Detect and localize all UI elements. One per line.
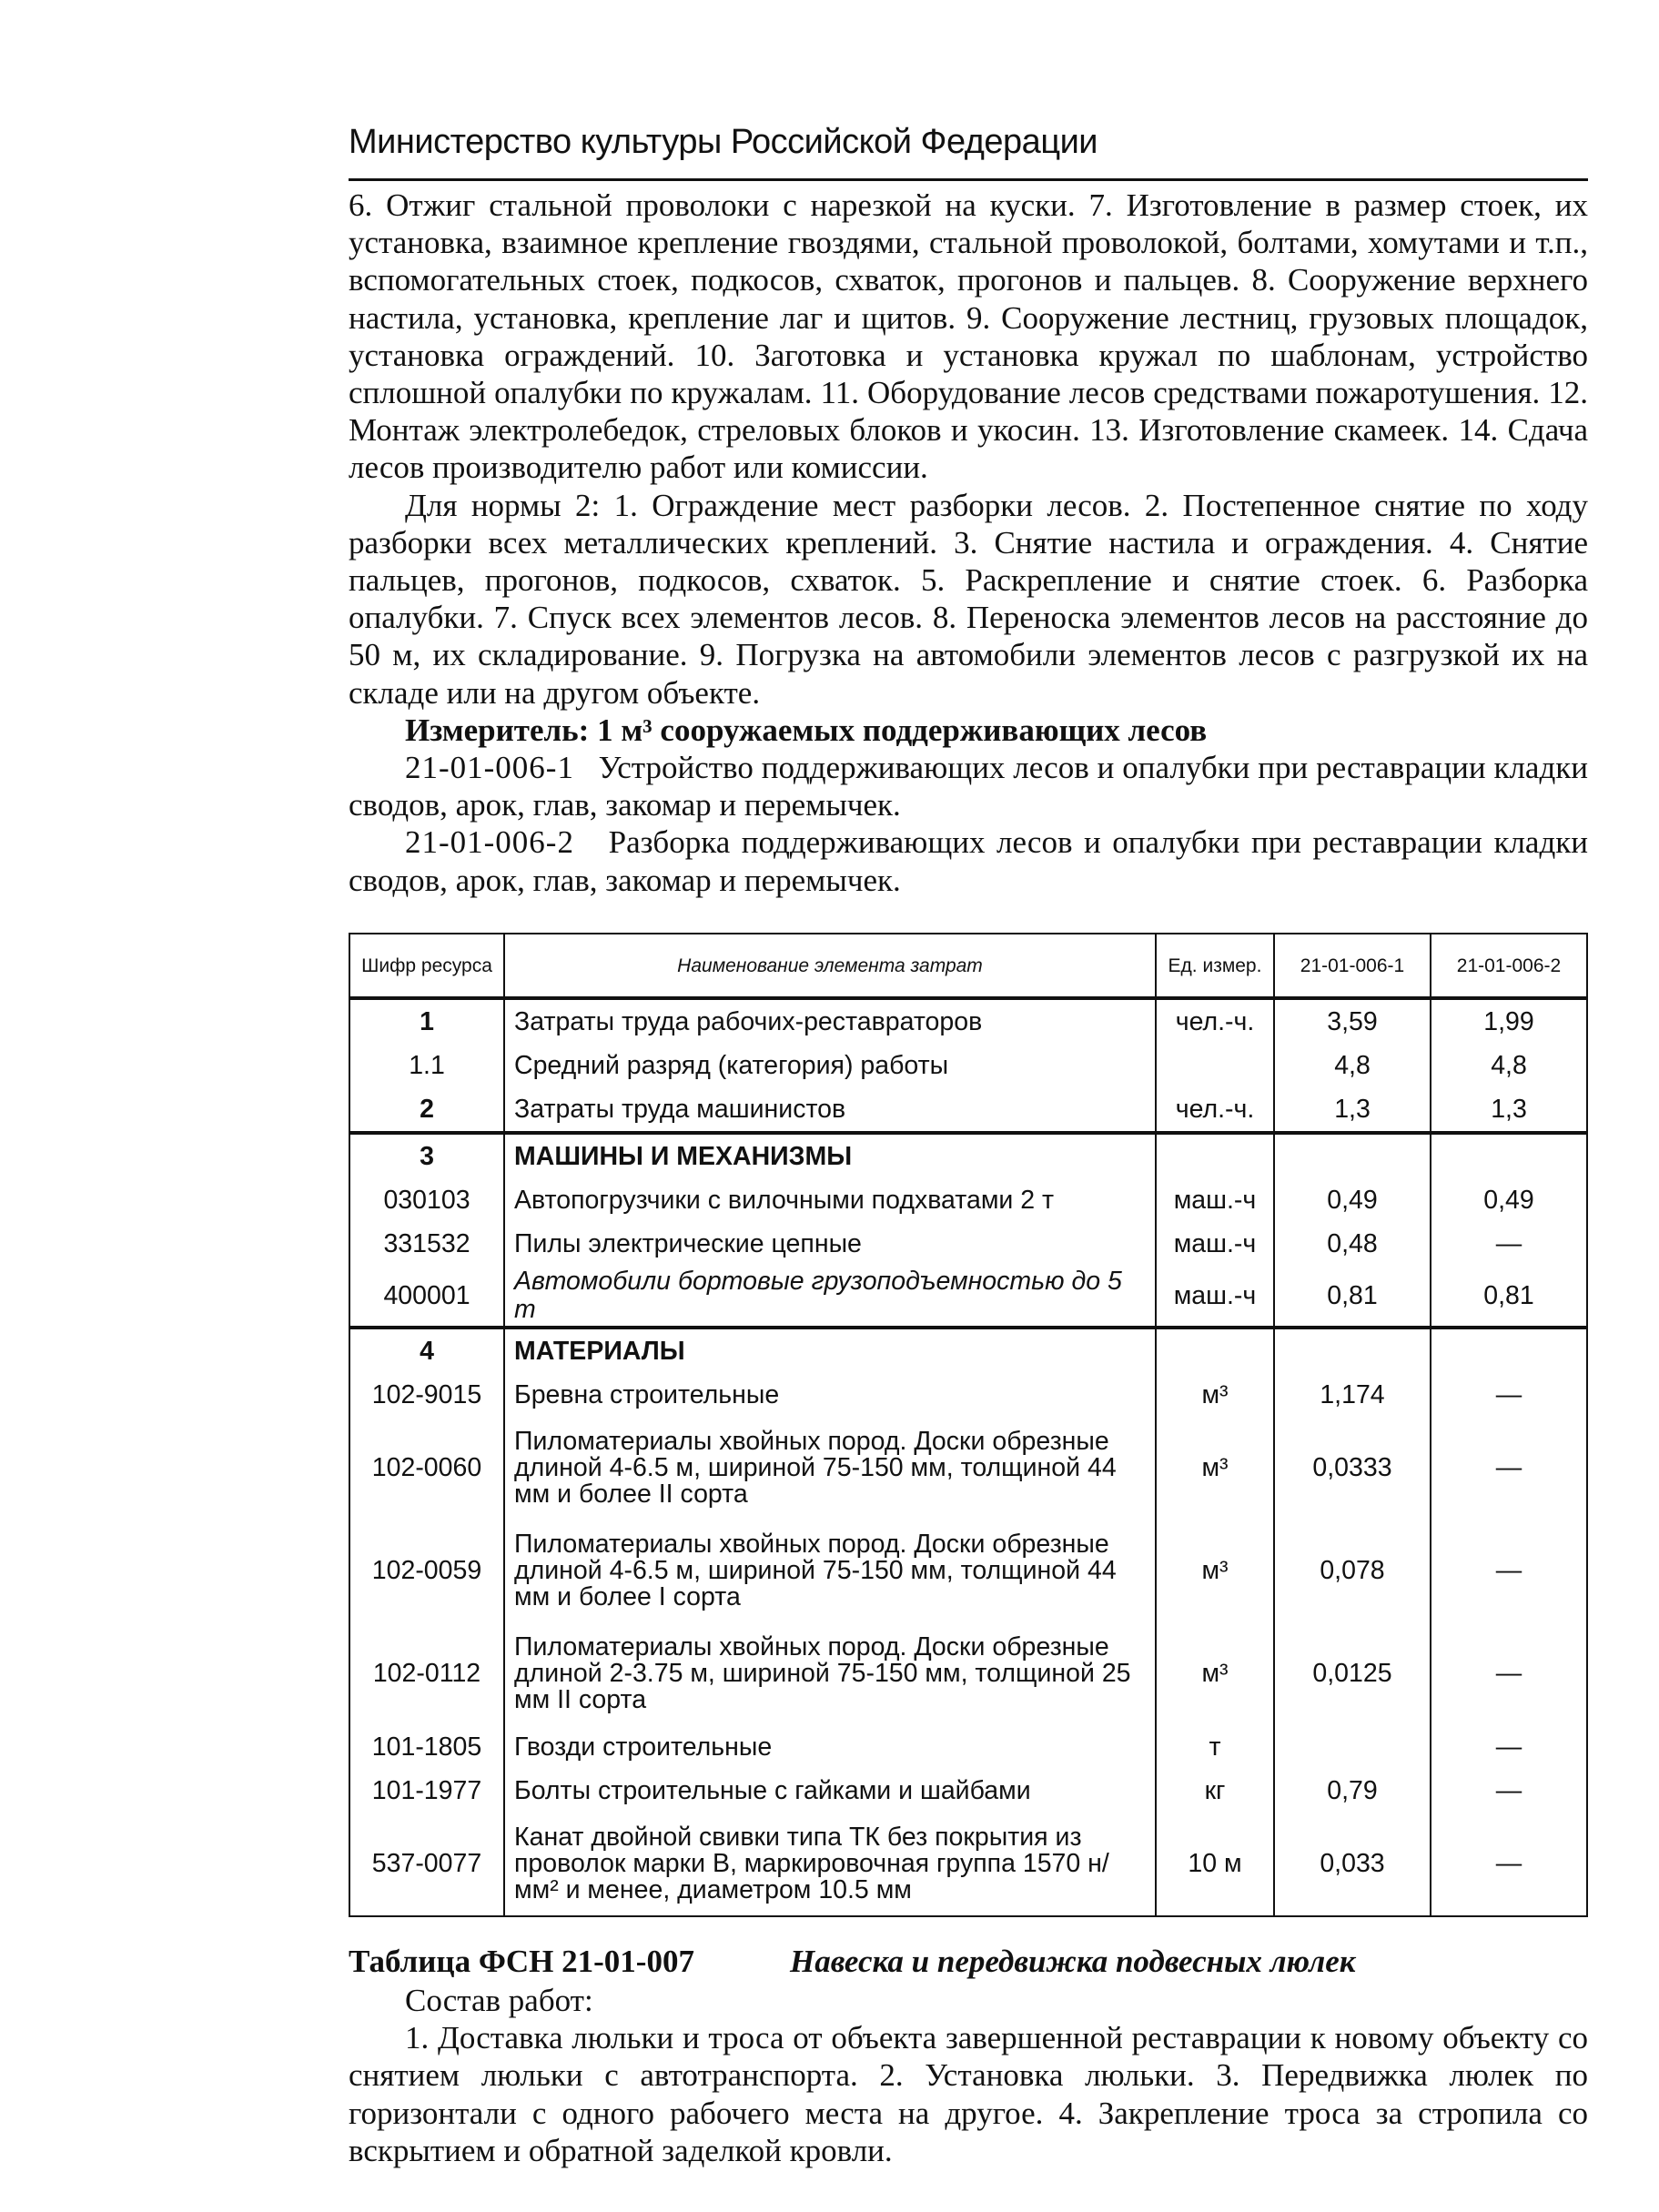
row-value-2: —: [1431, 1373, 1587, 1417]
row-unit: [1156, 1044, 1274, 1087]
row-value-2: —: [1431, 1622, 1587, 1725]
row-value-2: —: [1431, 1417, 1587, 1520]
row-value-2: 4,8: [1431, 1044, 1587, 1087]
row-code: 102-0112: [349, 1622, 504, 1725]
row-code: 3: [349, 1133, 504, 1178]
table-section-row: [349, 1133, 1587, 1178]
row-unit: м³: [1156, 1622, 1274, 1725]
row-value-1: 0,0125: [1274, 1622, 1431, 1725]
row-name: Бревна строительные: [504, 1373, 1156, 1417]
row-name: Пиломатериалы хвойных пород. Доски обрезные длиной 2-3.75 м, шириной 75-150 мм, толщиной 25 мм II сорта: [504, 1622, 1156, 1725]
row-value-2: [1431, 1328, 1587, 1373]
composition-section: [349, 1982, 1588, 2169]
row-code: 102-9015: [349, 1373, 504, 1417]
row-value-1: 0,81: [1274, 1266, 1431, 1328]
row-code: 331532: [349, 1222, 504, 1266]
row-unit: 10 м: [1156, 1813, 1274, 1916]
table-row: [349, 1813, 1587, 1916]
composition-text: 1. Доставка люльки и троса от объекта завершенной реставрации к новому объекту со снятием люльки с автотранспорта. 2. Установка люльки. 3. Передвижка люлек по горизонтали с одного рабочего места на другое. 4. Закрепление троса за стропила со вскрытием и обратной заделкой кровли.: [349, 2020, 1588, 2168]
row-value-2: 1,3: [1431, 1087, 1587, 1133]
row-value-1: 0,078: [1274, 1520, 1431, 1622]
row-value-2: [1431, 1133, 1587, 1178]
header-norm-1: 21-01-006-1: [1274, 934, 1431, 998]
row-code: 4: [349, 1328, 504, 1373]
norm-description-2: [349, 823, 1588, 898]
row-value-1: 1,3: [1274, 1087, 1431, 1133]
running-header: Министерство культуры Российской Федерации: [349, 123, 1098, 161]
row-unit: м³: [1156, 1520, 1274, 1622]
row-name: Затраты труда машинистов: [504, 1087, 1156, 1133]
table-row: [349, 1266, 1587, 1328]
row-code: 1: [349, 998, 504, 1044]
table-row: [349, 1044, 1587, 1087]
row-unit: м³: [1156, 1373, 1274, 1417]
row-value-1: 0,033: [1274, 1813, 1431, 1916]
row-value-2: —: [1431, 1222, 1587, 1266]
row-name: Затраты труда рабочих-реставраторов: [504, 998, 1156, 1044]
table-row: [349, 1622, 1587, 1725]
measure-line: Измеритель: 1 м³ сооружаемых поддерживающих лесов: [405, 712, 1208, 748]
work-steps-paragraph: 6. Отжиг стальной проволоки с нарезкой на куски. 7. Изготовление в размер стоек, их установка, взаимное крепление гвоздями, стальной проволокой, болтами, хомутами и т.п., вспомогательных стоек, подкосов, схваток, прогонов и пальцев. 8. Сооружение верхнего настила, установка, крепление лаг и щитов. 9. Сооружение лестниц, грузовых площадок, установка ограждений. 10. Заготовка и установка кружал по шаблонам, устройство сплошной опалубки по кружалам. 11. Оборудование лесов средствами пожаротушения. 12. Монтаж электролебедок, стреловых блоков и укосин. 13. Изготовление скамеек. 14. Сдача лесов производителю работ или комиссии.: [349, 187, 1588, 486]
row-value-1: 4,8: [1274, 1044, 1431, 1087]
row-name: Пиломатериалы хвойных пород. Доски обрезные длиной 4-6.5 м, шириной 75-150 мм, толщиной 44 мм и более II сорта: [504, 1417, 1156, 1520]
row-code: 537-0077: [349, 1813, 504, 1916]
row-value-1: 3,59: [1274, 998, 1431, 1044]
row-code: 030103: [349, 1178, 504, 1222]
row-name: Пилы электрические цепные: [504, 1222, 1156, 1266]
table-header-row: [349, 934, 1587, 998]
table-row: [349, 1769, 1587, 1813]
norm-code-1: 21-01-006-1: [405, 750, 574, 786]
row-unit: маш.-ч: [1156, 1178, 1274, 1222]
table-row: [349, 1373, 1587, 1417]
next-table-title: [349, 1943, 1588, 1980]
row-value-2: —: [1431, 1813, 1587, 1916]
row-code: 102-0060: [349, 1417, 504, 1520]
row-name: Пиломатериалы хвойных пород. Доски обрезные длиной 4-6.5 м, шириной 75-150 мм, толщиной 44 мм и более I сорта: [504, 1520, 1156, 1622]
row-name: Болты строительные с гайками и шайбами: [504, 1769, 1156, 1813]
table-row: [349, 1520, 1587, 1622]
composition-heading: Состав работ:: [405, 1983, 593, 2018]
row-unit: чел.-ч.: [1156, 1087, 1274, 1133]
row-value-1: 0,49: [1274, 1178, 1431, 1222]
row-name: Автопогрузчики с вилочными подхватами 2 т: [504, 1178, 1156, 1222]
row-value-2: —: [1431, 1520, 1587, 1622]
row-unit: т: [1156, 1725, 1274, 1769]
row-value-1: [1274, 1328, 1431, 1373]
row-value-1: 0,0333: [1274, 1417, 1431, 1520]
row-code: 101-1805: [349, 1725, 504, 1769]
row-value-1: 0,79: [1274, 1769, 1431, 1813]
row-code: 101-1977: [349, 1769, 504, 1813]
row-unit: кг: [1156, 1769, 1274, 1813]
row-value-1: 1,174: [1274, 1373, 1431, 1417]
table-row: [349, 1087, 1587, 1133]
header-name: Наименование элемента затрат: [504, 934, 1156, 998]
header-norm-2: 21-01-006-2: [1431, 934, 1587, 998]
table-row: [349, 1178, 1587, 1222]
row-unit: чел.-ч.: [1156, 998, 1274, 1044]
row-value-2: 0,49: [1431, 1178, 1587, 1222]
norm2-steps-paragraph: Для нормы 2: 1. Ограждение мест разборки лесов. 2. Постепенное снятие по ходу разборки всех металлических креплений. 3. Снятие настила и ограждения. 4. Снятие пальцев, прогонов, подкосов, схваток. 5. Раскрепление и снятие стоек. 6. Разборка опалубки. 7. Спуск всех элементов лесов. 8. Переноска элементов лесов на расстояние до 50 м, их складирование. 9. Погрузка на автомобили элементов лесов с разгрузкой их на складе или на другом объекте.: [349, 487, 1588, 711]
row-name: Средний разряд (категория) работы: [504, 1044, 1156, 1087]
norm-text-1: Устройство поддерживающих лесов и опалубки при реставрации кладки сводов, арок, глав, закомар и перемычек.: [349, 750, 1588, 823]
row-code: 2: [349, 1087, 504, 1133]
row-code: 102-0059: [349, 1520, 504, 1622]
next-table-label: Таблица ФСН 21-01-007: [349, 1944, 694, 1979]
row-name: Канат двойной свивки типа ТК без покрытия из проволок марки В, маркировочная группа 1570 н/мм² и менее, диаметром 10.5 мм: [504, 1813, 1156, 1916]
row-value-2: —: [1431, 1769, 1587, 1813]
table-row: [349, 998, 1587, 1044]
row-name: Автомобили бортовые грузоподъемностью до 5 т: [504, 1266, 1156, 1328]
row-name: МАШИНЫ И МЕХАНИЗМЫ: [504, 1133, 1156, 1178]
row-value-1: [1274, 1133, 1431, 1178]
header-unit: Ед. измер.: [1156, 934, 1274, 998]
header-code: Шифр ресурса: [349, 934, 504, 998]
table-row: [349, 1417, 1587, 1520]
row-name: МАТЕРИАЛЫ: [504, 1328, 1156, 1373]
row-value-2: 0,81: [1431, 1266, 1587, 1328]
norm-description-1: [349, 749, 1588, 823]
resource-cost-table: [349, 933, 1588, 1917]
row-unit: [1156, 1328, 1274, 1373]
row-unit: [1156, 1133, 1274, 1178]
row-value-1: [1274, 1725, 1431, 1769]
table-section-row: [349, 1328, 1587, 1373]
next-table-name: Навеска и передвижка подвесных люлек: [790, 1944, 1356, 1979]
row-code: 400001: [349, 1266, 504, 1328]
row-unit: маш.-ч: [1156, 1222, 1274, 1266]
table-row: [349, 1222, 1587, 1266]
row-name: Гвозди строительные: [504, 1725, 1156, 1769]
norm-text-2: Разборка поддерживающих лесов и опалубки при реставрации кладки сводов, арок, глав, закомар и перемычек.: [349, 824, 1589, 898]
row-value-2: 1,99: [1431, 998, 1587, 1044]
intro-text: [349, 187, 1588, 899]
row-value-1: 0,48: [1274, 1222, 1431, 1266]
table-row: [349, 1725, 1587, 1769]
row-code: 1.1: [349, 1044, 504, 1087]
row-unit: маш.-ч: [1156, 1266, 1274, 1328]
norm-code-2: 21-01-006-2: [405, 824, 574, 861]
row-value-2: —: [1431, 1725, 1587, 1769]
row-unit: м³: [1156, 1417, 1274, 1520]
header-rule: [349, 178, 1588, 181]
